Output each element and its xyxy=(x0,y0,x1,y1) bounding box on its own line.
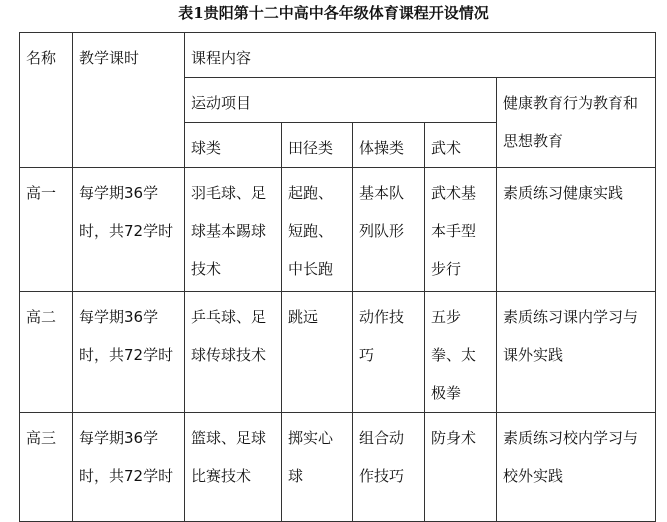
gym-cell: 组合动作技巧 xyxy=(353,413,425,522)
table-row xyxy=(20,413,656,522)
grade-cell: 高二 xyxy=(20,292,73,413)
table-row xyxy=(20,168,656,292)
header-content: 课程内容 xyxy=(185,33,656,78)
header-row-1 xyxy=(20,33,656,78)
header-sports: 运动项目 xyxy=(185,78,497,123)
martial-cell: 五步拳、太极拳 xyxy=(425,292,497,413)
ball-cell: 羽毛球、足球基本踢球技术 xyxy=(185,168,282,292)
header-gym: 体操类 xyxy=(353,123,425,168)
gym-cell: 基本队列队形 xyxy=(353,168,425,292)
header-health: 健康教育行为教育和思想教育 xyxy=(497,78,656,168)
header-martial: 武术 xyxy=(425,123,497,168)
header-track: 田径类 xyxy=(282,123,353,168)
table-caption: 表1贵阳第十二中高中各年级体育课程开设情况 xyxy=(178,4,489,22)
track-cell: 跳远 xyxy=(282,292,353,413)
martial-cell: 武术基本手型步行 xyxy=(425,168,497,292)
hours-cell: 每学期36学时，共72学时 xyxy=(73,168,185,292)
ball-cell: 乒乓球、足球传球技术 xyxy=(185,292,282,413)
grade-cell: 高一 xyxy=(20,168,73,292)
course-table xyxy=(19,32,656,522)
table-row xyxy=(20,292,656,413)
martial-cell: 防身术 xyxy=(425,413,497,522)
gym-cell: 动作技巧 xyxy=(353,292,425,413)
hours-cell: 每学期36学时，共72学时 xyxy=(73,413,185,522)
hours-cell: 每学期36学时，共72学时 xyxy=(73,292,185,413)
health-cell: 素质练习课内学习与课外实践 xyxy=(497,292,656,413)
header-ball: 球类 xyxy=(185,123,282,168)
health-cell: 素质练习健康实践 xyxy=(497,168,656,292)
track-cell: 掷实心球 xyxy=(282,413,353,522)
health-cell: 素质练习校内学习与校外实践 xyxy=(497,413,656,522)
header-name: 名称 xyxy=(20,33,73,168)
ball-cell: 篮球、足球比赛技术 xyxy=(185,413,282,522)
track-cell: 起跑、短跑、中长跑 xyxy=(282,168,353,292)
header-hours: 教学课时 xyxy=(73,33,185,168)
grade-cell: 高三 xyxy=(20,413,73,522)
